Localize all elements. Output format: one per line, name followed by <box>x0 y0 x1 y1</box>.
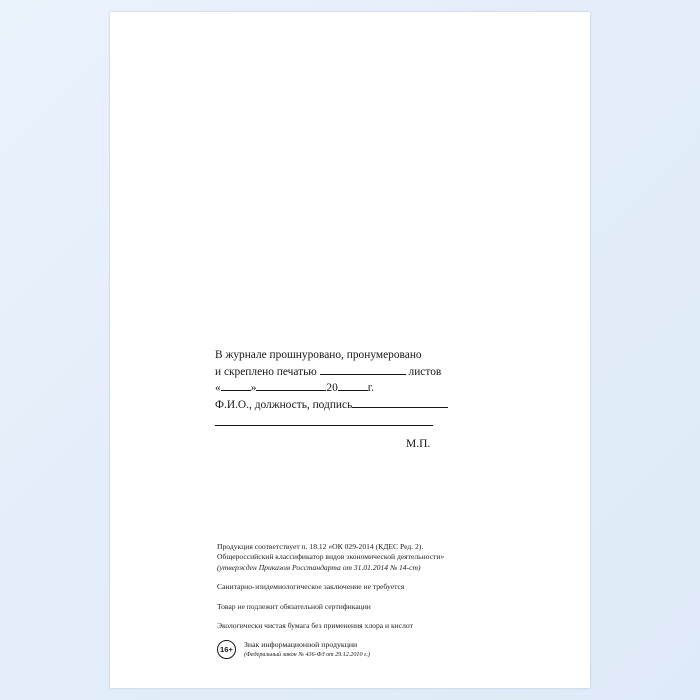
date-quote-close: » <box>250 382 257 394</box>
day-field[interactable] <box>221 390 251 391</box>
signature-underline[interactable] <box>215 414 433 426</box>
okved-line-1: Продукция соответствует п. 18.12 «ОК 029-2014 (КДЕС Ред. 2). <box>217 542 424 551</box>
stamp-place-label: М.П. <box>406 438 431 450</box>
okved-line-2: Общероссийский классификатор видов экономической деятельности» <box>217 552 445 562</box>
legal-paragraph-ecology: Экологически чистая бумага без применения хлора и кислот <box>217 621 413 631</box>
year-field[interactable] <box>338 390 368 391</box>
age-badge-16plus-icon: 16+ <box>217 640 236 659</box>
certification-signature-line <box>215 397 545 414</box>
okved-line-3: (утвержден Приказом Росстандарта от 31.01.2014 № 14-ст) <box>217 562 421 572</box>
age-mark-text <box>244 640 534 659</box>
year-prefix: 20 <box>326 382 338 394</box>
date-quote-open: « <box>215 382 221 394</box>
month-field[interactable] <box>256 390 326 391</box>
certification-line-1: В журнале прошнуровано, пронумеровано <box>215 349 422 361</box>
signature-field[interactable] <box>352 407 448 408</box>
legal-paragraph-certification: Товар не подлежит обязательной сертификации <box>217 601 371 611</box>
age-mark-law: (Федеральный закон № 436-ФЗ от 29.12.2010 г.) <box>244 651 370 658</box>
year-suffix: г. <box>367 382 375 394</box>
certification-block <box>215 347 545 426</box>
certification-date-line <box>215 380 545 397</box>
certification-line-2 <box>215 364 545 381</box>
document-page <box>110 12 590 688</box>
sheets-count-field[interactable] <box>320 374 406 375</box>
signature-label: Ф.И.О., должность, подпись <box>215 398 353 411</box>
age-rating-block <box>217 640 537 662</box>
legal-paragraph-sanitary: Санитарно-эпидемиологическое заключение не требуется <box>217 582 405 592</box>
age-mark-title: Знак информационной продукции <box>244 640 358 649</box>
certification-line-2-text: и скреплено печатью <box>215 365 317 378</box>
legal-paragraph-okved <box>217 542 527 573</box>
legal-notes-block <box>217 542 527 631</box>
certification-sheets-label: листов <box>408 365 442 378</box>
